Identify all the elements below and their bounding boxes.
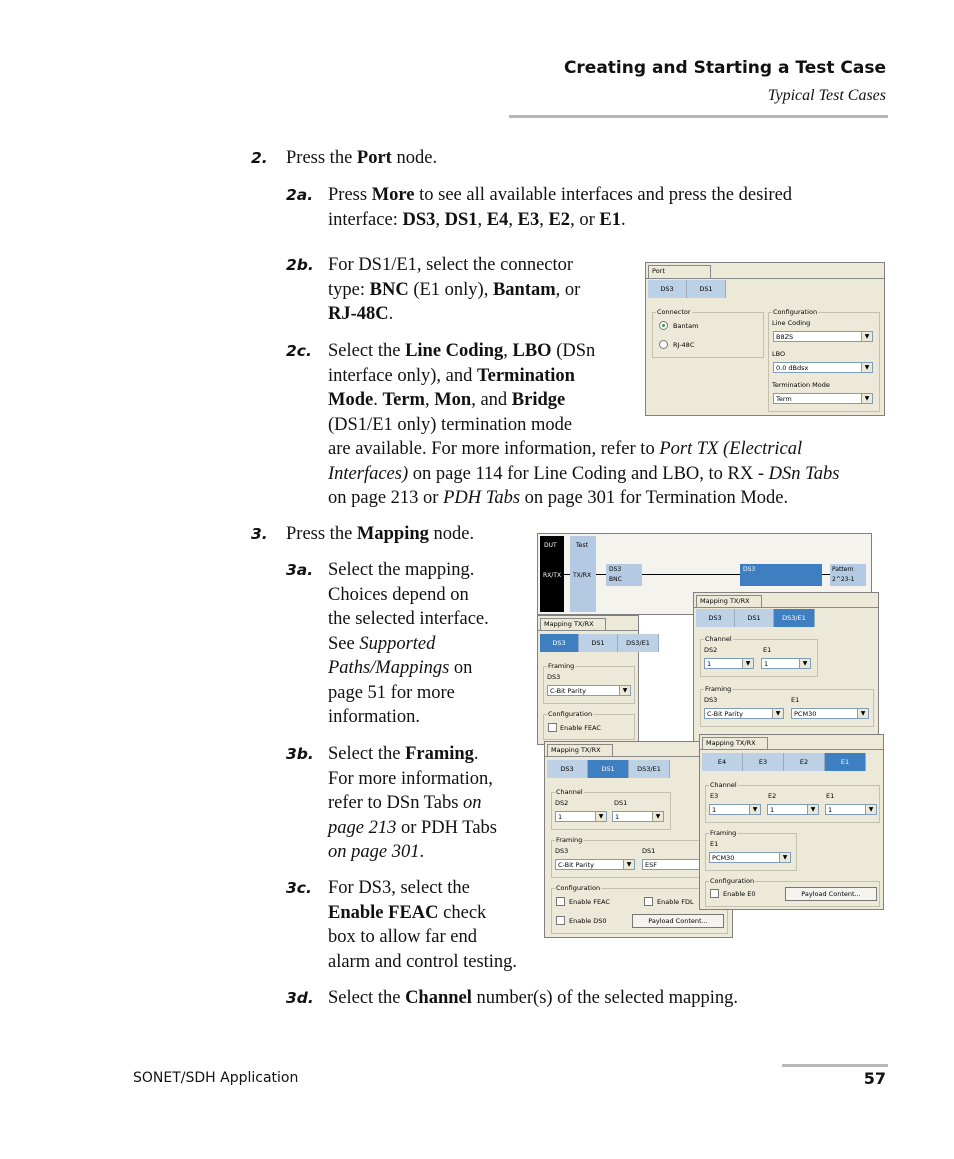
- e1-channel-select[interactable]: 1 ▼: [825, 804, 877, 815]
- chevron-down-icon: ▼: [861, 332, 872, 341]
- dut-block: DUT RX/TX: [540, 536, 564, 612]
- configuration-label: Configuration: [773, 308, 818, 316]
- tab-ds1[interactable]: DS1: [579, 634, 618, 652]
- termination-mode-select[interactable]: Term ▼: [773, 393, 873, 404]
- enable-fdl-checkbox[interactable]: [644, 897, 653, 906]
- bantam-label: Bantam: [673, 322, 699, 330]
- ds1-channel-select[interactable]: 1 ▼: [612, 811, 664, 822]
- tab-ds3-e1[interactable]: DS3/E1: [629, 760, 670, 778]
- line-coding-select[interactable]: B8ZS ▼: [773, 331, 873, 342]
- chevron-down-icon: ▼: [772, 709, 783, 718]
- tab-ds1[interactable]: DS1: [735, 609, 774, 627]
- chevron-down-icon: ▼: [749, 805, 760, 814]
- ds3-block: DS3: [740, 564, 822, 586]
- payload-content-button[interactable]: Payload Content...: [632, 914, 724, 928]
- step-text: Press the Mapping node.: [286, 524, 475, 544]
- tab-e4[interactable]: E4: [702, 753, 743, 771]
- line-coding-label: Line Coding: [772, 319, 811, 327]
- ds1-framing-select[interactable]: ESF: [642, 859, 722, 870]
- framing-group: Framing DS3 DS1 C-Bit Parity ▼ ESF: [551, 840, 728, 878]
- configuration-group: [768, 308, 880, 412]
- step-number: 3c.: [286, 879, 312, 897]
- bantam-radio[interactable]: [659, 321, 668, 330]
- tab-mapping[interactable]: Mapping TX/RX: [540, 618, 606, 630]
- step-text: Press the Port node.: [286, 148, 438, 168]
- step-number: 2c.: [286, 342, 312, 360]
- header-rule: [509, 115, 888, 118]
- tab-ds1[interactable]: DS1: [588, 760, 629, 778]
- connector-label: Connector: [657, 308, 691, 316]
- tab-mapping[interactable]: Mapping TX/RX: [702, 737, 768, 749]
- connector-line: [596, 574, 606, 575]
- tab-ds3[interactable]: DS3: [696, 609, 735, 627]
- e3-channel-select[interactable]: 1 ▼: [709, 804, 761, 815]
- tab-e1[interactable]: E1: [825, 753, 866, 771]
- configuration-group: Configuration Enable FEAC: [543, 714, 635, 740]
- enable-feac-checkbox[interactable]: [556, 897, 565, 906]
- page-number: 57: [863, 1069, 886, 1088]
- header-subtitle: Typical Test Cases: [767, 87, 886, 104]
- chevron-down-icon: ▼: [619, 686, 630, 695]
- step-text: Select the Framing. For more information, refer to DSn Tabs on page 213 or PDH Tabs on page 301.: [328, 744, 497, 862]
- step-number: 2.: [251, 149, 268, 167]
- tab-port[interactable]: Port: [648, 265, 711, 278]
- e1-channel-select[interactable]: 1 ▼: [761, 658, 811, 669]
- configuration-group: Configuration Enable E0 Payload Content...: [705, 881, 880, 907]
- enable-feac-checkbox[interactable]: [548, 723, 557, 732]
- tab-ds1[interactable]: DS1: [687, 280, 726, 298]
- tab-ds3[interactable]: DS3: [540, 634, 579, 652]
- framing-select[interactable]: C-Bit Parity ▼: [547, 685, 631, 696]
- chevron-down-icon: ▼: [807, 805, 818, 814]
- channel-group: Channel DS2 E1 1 ▼ 1 ▼: [700, 639, 818, 677]
- chevron-down-icon: ▼: [652, 812, 663, 821]
- ds2-channel-select[interactable]: 1 ▼: [704, 658, 754, 669]
- chevron-down-icon: ▼: [595, 812, 606, 821]
- header-title: Creating and Starting a Test Case: [563, 58, 886, 78]
- footer-rule: [782, 1064, 888, 1067]
- framing-group: Framing E1 PCM30 ▼: [705, 833, 797, 871]
- step-text: Select the mapping. Choices depend on the selected interface. See Supported Paths/Mappings on page 51 for more information.: [328, 560, 489, 727]
- chevron-down-icon: ▼: [779, 853, 790, 862]
- enable-ds0-checkbox[interactable]: [556, 916, 565, 925]
- ds3-framing-select[interactable]: C-Bit Parity ▼: [704, 708, 784, 719]
- e2-channel-select[interactable]: 1 ▼: [767, 804, 819, 815]
- step-number: 3b.: [286, 745, 314, 763]
- tab-ds3[interactable]: DS3: [547, 760, 588, 778]
- ds3-framing-select[interactable]: C-Bit Parity ▼: [555, 859, 635, 870]
- e1-framing-select[interactable]: PCM30 ▼: [791, 708, 869, 719]
- test-block: Test TX/RX: [570, 536, 596, 612]
- tab-ds3[interactable]: DS3: [648, 280, 687, 298]
- tab-e2[interactable]: E2: [784, 753, 825, 771]
- chevron-down-icon: ▼: [742, 659, 753, 668]
- step-number: 3.: [251, 525, 268, 543]
- step-text: Select the Line Coding, LBO (DSn interface only), and Termination Mode. Term, Mon, and Bridge (DS1/E1 only) termination mode are available. For more information, refer to Port TX (Electrical Interfaces) on page 114 for Line Coding and LBO, to RX - DSn Tabs on page 213 or PDH Tabs on page 301 for Termination Mode.: [328, 341, 840, 508]
- step-text: Select the Channel number(s) of the selected mapping.: [328, 988, 738, 1008]
- chevron-down-icon: ▼: [865, 805, 876, 814]
- channel-group: Channel DS2 DS1 1 ▼ 1 ▼: [551, 792, 671, 830]
- enable-e0-checkbox[interactable]: [710, 889, 719, 898]
- step-number: 3d.: [286, 989, 314, 1007]
- connector-line: [642, 574, 740, 575]
- connector-line: [564, 574, 570, 575]
- lbo-select[interactable]: 0.0 dBdsx ▼: [773, 362, 873, 373]
- chevron-down-icon: ▼: [861, 363, 872, 372]
- step-number: 2b.: [286, 256, 314, 274]
- framing-group: Framing DS3 E1 C-Bit Parity ▼ PCM30 ▼: [700, 689, 874, 727]
- ds3-bnc-block: DS3 BNC: [606, 564, 642, 586]
- tab-ds3-e1[interactable]: DS3/E1: [618, 634, 659, 652]
- rj48c-label: RJ-48C: [673, 341, 695, 349]
- step-text: For DS1/E1, select the connector type: BNC (E1 only), Bantam, or RJ-48C.: [328, 255, 581, 324]
- e1-framing-select[interactable]: PCM30 ▼: [709, 852, 791, 863]
- tab-e3[interactable]: E3: [743, 753, 784, 771]
- footer-title: SONET/SDH Application: [133, 1070, 299, 1086]
- port-config-panel: [645, 262, 885, 416]
- connector-group: [652, 308, 764, 358]
- mapping-panel-ds3: [537, 615, 650, 745]
- configuration-group: Configuration Enable FEAC Enable FDL Enable DS0 Payload Content...: [551, 888, 728, 934]
- chevron-down-icon: ▼: [857, 709, 868, 718]
- framing-group: Framing DS3 C-Bit Parity ▼: [543, 666, 635, 704]
- step-text: For DS3, select the Enable FEAC check box to allow far end alarm and control testing.: [328, 878, 518, 972]
- tab-ds3-e1[interactable]: DS3/E1: [774, 609, 815, 627]
- pattern-block: Pattern 2^23-1: [830, 564, 866, 586]
- tab-mapping[interactable]: Mapping TX/RX: [696, 595, 762, 607]
- chevron-down-icon: ▼: [623, 860, 634, 869]
- chevron-down-icon: ▼: [799, 659, 810, 668]
- rj48c-radio[interactable]: [659, 340, 668, 349]
- tab-mapping[interactable]: Mapping TX/RX: [547, 744, 613, 756]
- channel-group: Channel E3 E2 E1 1 ▼ 1 ▼ 1 ▼: [705, 785, 880, 823]
- step-text: Press More to see all available interfaces and press the desired interface: DS3, DS1, E4, E3, E2, or E1.: [328, 185, 793, 230]
- connector-line: [822, 574, 830, 575]
- payload-content-button[interactable]: Payload Content...: [785, 887, 877, 901]
- step-number: 2a.: [286, 186, 314, 204]
- ds2-channel-select[interactable]: 1 ▼: [555, 811, 607, 822]
- step-number: 3a.: [286, 561, 314, 579]
- mapping-panel-e1: [699, 734, 884, 910]
- chevron-down-icon: ▼: [861, 394, 872, 403]
- lbo-label: LBO: [772, 350, 786, 358]
- termination-mode-label: Termination Mode: [772, 381, 830, 389]
